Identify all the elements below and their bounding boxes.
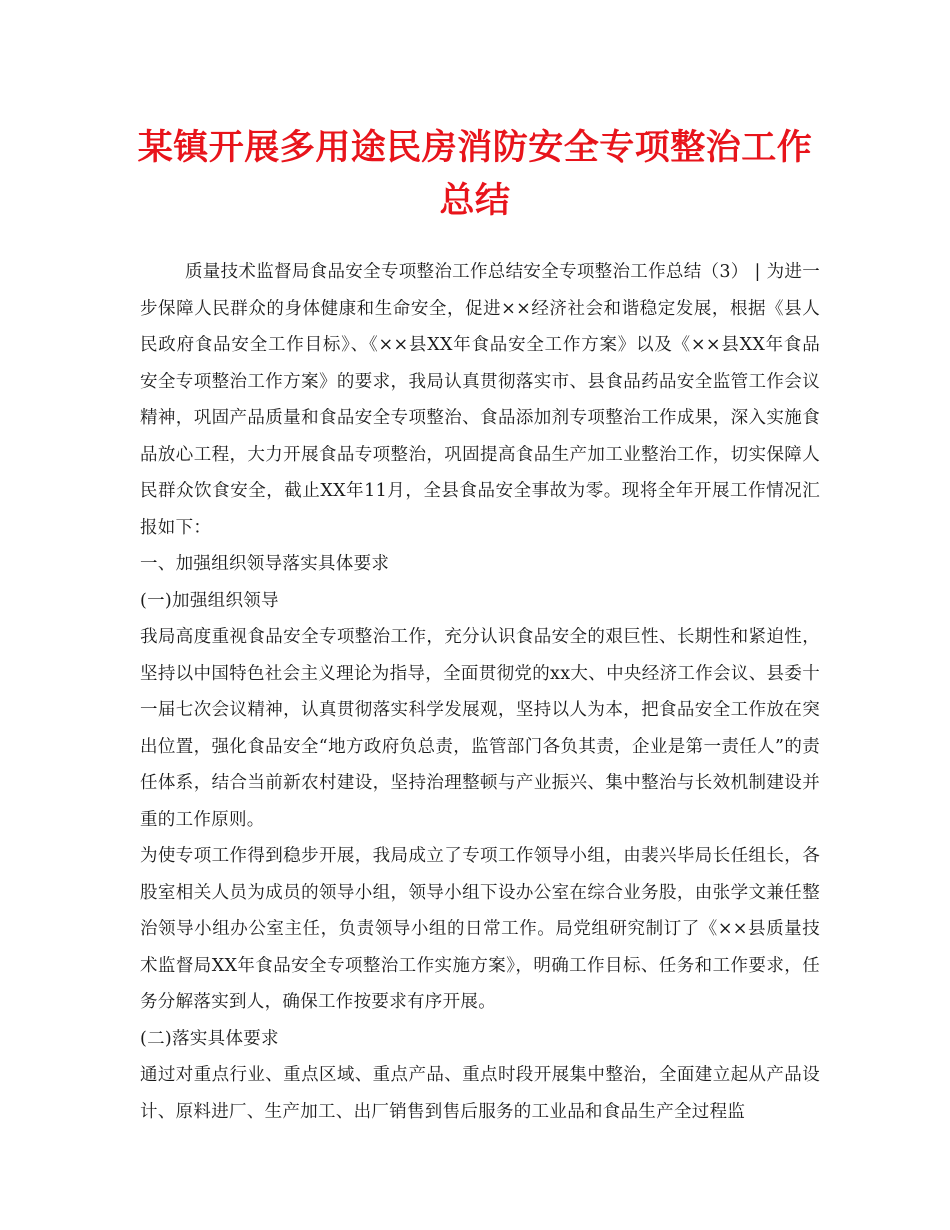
document-body (140, 254, 820, 1130)
intro-paragraph: 质量技术监督局食品安全专项整治工作总结安全专项整治工作总结（3） | 为进一步保障人民群众的身体健康和生命安全，促进××经济社会和谐稳定发展，根据《县人民政府食品安全工作目标》、《××县XX年食品安全工作方案》以及《××县XX年食品安全专项整治工作方案》的要求，我局认真贯彻落实市、县食品药品安全监管工作会议精神，巩固产品质量和食品安全专项整治、食品添加剂专项整治工作成果，深入实施食品放心工程，大力开展食品专项整治，巩固提高食品生产加工业整治工作，切实保障人民群众饮食安全，截止XX年11月，全县食品安全事故为零。现将全年开展工作情况汇报如下： (140, 262, 820, 538)
body-paragraph-3: 通过对重点行业、重点区域、重点产品、重点时段开展集中整治，全面建立起从产品设计、原料进厂、生产加工、出厂销售到售后服务的工业品和食品生产全过程监 (140, 1065, 820, 1122)
subsection-heading-1: (一)加强组织领导 (140, 590, 279, 611)
subsection-heading-2: (二)落实具体要求 (140, 1028, 279, 1049)
title-line-2: 总结 (439, 181, 511, 221)
title-line-1: 某镇开展多用途民房消防安全专项整治工作 (137, 128, 813, 168)
section-heading-1: 一、加强组织领导落实具体要求 (140, 554, 390, 574)
body-paragraph-2: 为使专项工作得到稳步开展，我局成立了专项工作领导小组，由裴兴毕局长任组长，各股室相关人员为成员的领导小组，领导小组下设办公室在综合业务股，由张学文兼任整治领导小组办公室主任，负责领导小组的日常工作。局党组研究制订了《××县质量技术监督局XX年食品安全专项整治工作实施方案》，明确工作目标、任务和工作要求，任务分解落实到人，确保工作按要求有序开展。 (140, 846, 820, 1012)
document-title (60, 122, 890, 228)
body-paragraph-1: 我局高度重视食品安全专项整治工作，充分认识食品安全的艰巨性、长期性和紧迫性，坚持以中国特色社会主义理论为指导，全面贯彻党的xx大、中央经济工作会议、县委十一届七次会议精神，认真贯彻落实科学发展观，坚持以人为本，把食品安全工作放在突出位置，强化食品安全“地方政府负总责，监管部门各负其责，企业是第一责任人”的责任体系，结合当前新农村建设，坚持治理整顿与产业振兴、集中整治与长效机制建设并重的工作原则。 (140, 627, 820, 830)
